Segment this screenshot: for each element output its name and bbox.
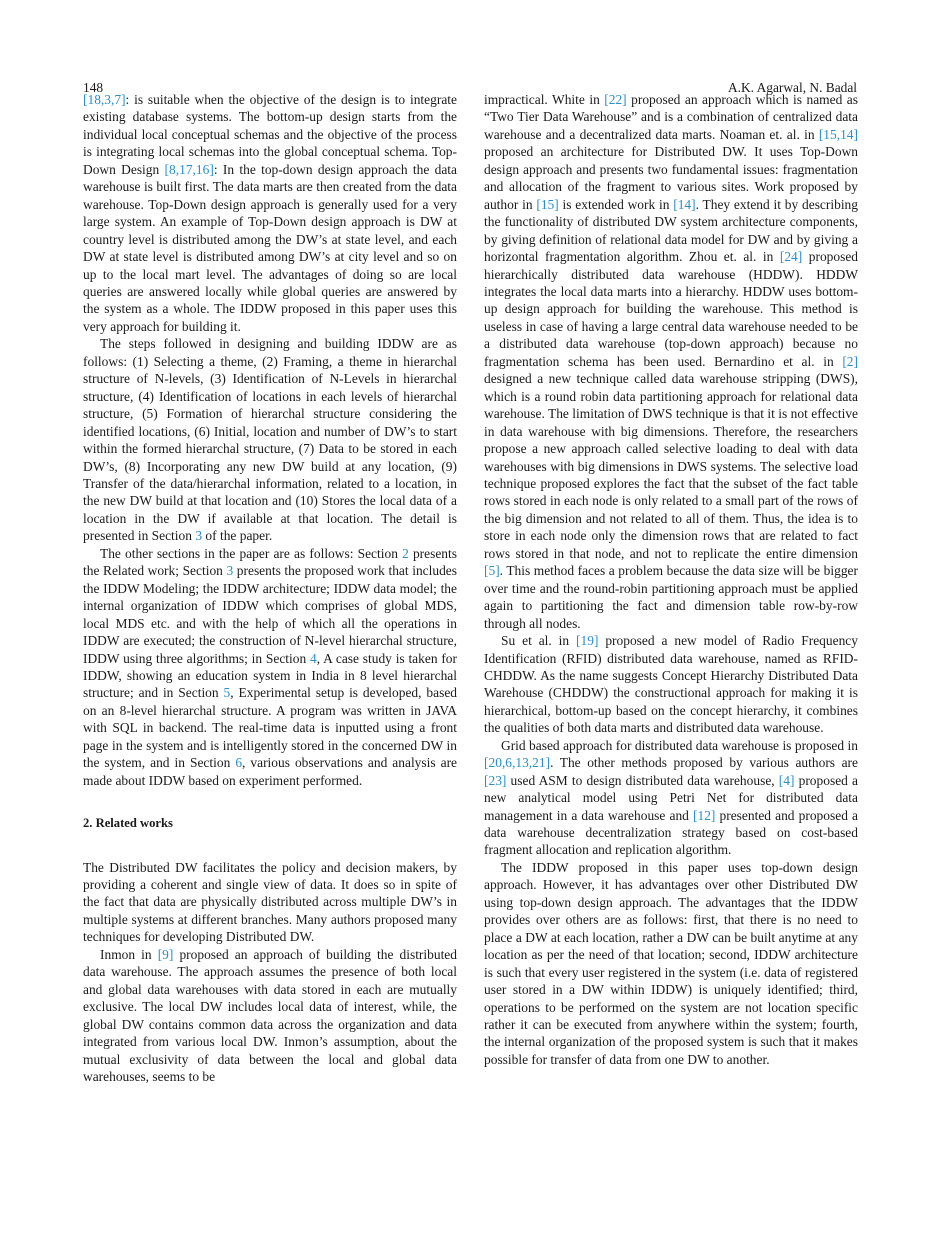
citation-link[interactable]: [18,3,7] — [83, 92, 126, 107]
page-number: 148 — [83, 80, 104, 95]
citation-link[interactable]: 4 — [310, 650, 317, 666]
body-paragraph — [83, 335, 457, 544]
citation-link[interactable]: [23] — [484, 772, 507, 788]
body-paragraph — [484, 632, 858, 737]
citation-link[interactable]: [4] — [778, 772, 795, 788]
running-header-authors: A.K. Agarwal, N. Badal — [727, 80, 857, 95]
paragraph-text: Inmon in — [100, 946, 158, 962]
citation-link[interactable]: [9] — [157, 946, 174, 962]
paragraph-text: . This method faces a problem because the data size will be bigger over time and the round-robin partitioning approach must be applied again to partitioning the fact and dimension table row-by-row through all nodes. — [484, 563, 858, 631]
right-paragraphs — [484, 91, 858, 1068]
body-paragraph — [484, 737, 858, 859]
citation-link[interactable]: 6 — [235, 755, 243, 771]
paragraph-text: Grid based approach for distributed data warehouse is proposed in — [501, 737, 858, 753]
body-paragraph — [83, 91, 457, 335]
citation-link[interactable]: [15] — [536, 196, 559, 212]
body-paragraph — [83, 859, 457, 946]
citation-link[interactable]: 3 — [226, 563, 234, 579]
citation-link[interactable]: [2] — [842, 353, 858, 369]
paragraph-text: : In the top-down design approach the data warehouse is built first. The data marts are then created from the data warehouse. Top-Down design approach is generally used for a very large system. An example of Top-Down design approach is DW at country level is distributed among the DW’s at state level, and each DW at state level is distributed among DW’s at city level and so on up to the local mart level. The advantages of doing so are local queries are answered locally while global queries are answered by the system as a whole. The IDDW proposed in this paper uses this very approach for building it. — [83, 161, 457, 334]
right-column — [484, 91, 858, 1068]
paragraph-text: proposed hierarchically distributed data warehouse (HDDW). HDDW integrates the local data marts into a hierarchy. HDDW uses bottom-up design approach for building the warehouse. This method is useless in case of having a large central data warehouse needed to be a distributed data warehouse (top-down approach) because no fragmentation schema has been used. Bernardino et al. in — [484, 249, 859, 369]
citation-link[interactable]: 5 — [223, 685, 231, 701]
body-paragraph — [83, 946, 457, 1086]
paragraph-text: designed a new technique called data warehouse stripping (DWS), which is a round robin data partitioning approach for relational data warehouse. The limitation of DWS technique is that it is not effective in data warehouse with big dimensions. Therefore, the researchers propose a new approach called selective loading to deal with data warehouses with big dimensions in DWS systems. The selective load technique proposed explores the fact that the subset of the fact table rows stored in each node is only related to a small part of the rows of the big dimension and not related to all of them. Thus, the idea is to store in each node only the dimension rows that are related to fact rows stored in that node, and not to replicate the entire dimension — [484, 371, 858, 561]
body-paragraph — [83, 545, 457, 789]
paragraph-text: . They extend it by describing the functionality of distributed DW system architecture components, by giving definition of relational data model for DW and by giving a horizontal fragmentation algorithm. Zhou et. al. in — [484, 196, 858, 265]
citation-link[interactable]: 2 — [402, 545, 409, 561]
paragraph-text: Su et al. in — [501, 633, 577, 649]
citation-link[interactable]: [20,6,13,21] — [484, 755, 551, 771]
paragraph-text: , A case study is taken for IDDW, showing an education system in India in 8 level hierarchal structure; and in Section — [83, 650, 457, 701]
left-column — [83, 91, 457, 1085]
paragraph-text: presented and proposed a data warehouse decentralization strategy based on cost-based fragment allocation and replication algorithm. — [484, 807, 858, 858]
paragraph-text: is extended work in — [558, 196, 674, 212]
body-paragraph — [484, 91, 858, 632]
paragraph-text: proposed a new model of Radio Frequency Identification (RFID) distributed data warehouse, named as RFID-CHDDW. As the name suggests Concept Hierarchy Distributed Data Warehouse (CHDDW) the constructional approach for making it is hierarchical, bottom-up based on the concept hierarchy, it combines the qualities of both data marts and distributed data warehouse. — [484, 633, 858, 736]
paragraph-text: , various observations and analysis are made about IDDW based on experiment performed. — [83, 755, 458, 788]
section-heading-related-works: 2. Related works — [83, 816, 173, 831]
paragraph-text: . The other methods proposed by various authors are — [550, 755, 858, 771]
citation-link[interactable]: [8,17,16] — [164, 161, 214, 177]
paragraph-text: The Distributed DW facilitates the policy and decision makers, by providing a coherent and single view of data. It does so in spite of the fact that data are physically distributed across multiple DW’s in multiple systems at different branches. Many authors proposed many techniques for developing Distributed DW. — [83, 859, 457, 945]
citation-link[interactable]: [24] — [779, 249, 803, 265]
citation-link[interactable]: [12] — [693, 807, 716, 823]
paragraph-text: presents the Related work; Section — [83, 545, 457, 579]
citation-link[interactable]: [14] — [673, 196, 696, 212]
citation-link[interactable]: 3 — [195, 528, 203, 544]
paragraph-text: used ASM to design distributed data warehouse, — [506, 772, 779, 788]
body-paragraph — [484, 859, 858, 1068]
paragraph-text: proposed a new analytical model using Petri Net for distributed data management in a data warehouse and — [484, 772, 858, 823]
paragraph-text: of the paper. — [202, 528, 273, 544]
paragraph-text: proposed an approach of building the distributed data warehouse. The approach assumes the presence of both local and global data warehouses with data stored in each are mutually exclusive. The local DW includes local data of interest, while, the global DW contains common data across the organization and data integrated from various local DW. Inmon’s assumption, about the mutual exclusivity of data between the local and global data warehouses, seems to be — [83, 946, 457, 1085]
citation-link[interactable]: [15,14] — [818, 126, 858, 142]
paragraph-text: : is suitable when the objective of the design is to integrate existing database systems. The bottom-up design starts from the individual local conceptual schemas and the objective of the process is integrating local schemas into the global conceptual schema. Top-Down Design — [83, 92, 457, 177]
paragraph-text: proposed an approach which is named as “Two Tier Data Warehouse” and is a combination of centralized data warehouse and a decentralized data marts. Noaman et. al. in — [484, 92, 858, 142]
paragraph-text: , Experimental setup is developed, based on an 8-level hierarchal structure. A program was written in JAVA with SQL in backend. The real-time data is inputted using a front page in the system and is intelligently stored in the concerned DW in the system, and in Section — [83, 685, 458, 771]
paragraph-text: impractical. White in — [484, 92, 605, 107]
left-paragraphs-after — [83, 859, 457, 1086]
paragraph-text: The other sections in the paper are as follows: Section — [100, 545, 403, 561]
paragraph-text: proposed an architecture for Distributed DW. It uses Top-Down design approach and presents two fundamental issues: fragmentation and allocation of the fragment to various sites. Work proposed by author in — [484, 144, 858, 212]
citation-link[interactable]: [22] — [604, 92, 627, 107]
paragraph-text: The IDDW proposed in this paper uses top-down design approach. However, it has advantages over other Distributed DW using top-down design approach. The advantages that the IDDW provides over others are as follows: first, that there is no need to place a DW at each location, rather a DW can be built anytime at any location as per the need of that location; second, IDDW architecture is such that every user registered in the system (i.e. data of registered user stored in a DW within IDDW) is uniquely identified; third, operations to be performed on the system are not location specific rather it can be executed from anywhere within the system; fourth, the internal organization of the proposed system is such that it makes possible for transfer of data from one DW to another. — [484, 859, 858, 1067]
citation-link[interactable]: [5] — [484, 563, 500, 579]
paragraph-text: The steps followed in designing and building IDDW are as follows: (1) Selecting a theme, (2) Framing, a theme in hierarchal structure of N-levels, (3) Identification of N-Levels in hierarchal structure, (4) Identification of locations in each levels of hierarchal structure, (5) Formation of hierarchal structure considering the identified locations, (6) Initial, location and number of DW’s to start within the formed hierarchal structure, (7) Data to be stored in each DW’s, (8) Incorporating any new DW build at any location, (9) Transfer of the data/hierarchal information, related to a location, in the new DW build at that location and (10) Stores the local data of a location in the DW if available at that location. The detail is presented in Section — [83, 336, 457, 544]
citation-link[interactable]: [19] — [576, 633, 599, 649]
left-paragraphs-before — [83, 91, 457, 789]
paragraph-text: presents the proposed work that includes the IDDW Modeling; the IDDW architecture; IDDW data model; the internal organization of IDDW which comprises of global MDS, local MDS etc. and with the help of which all the operations in IDDW are executed; the construction of N-level hierarchal structure, IDDW using three algorithms; in Section — [83, 563, 457, 666]
